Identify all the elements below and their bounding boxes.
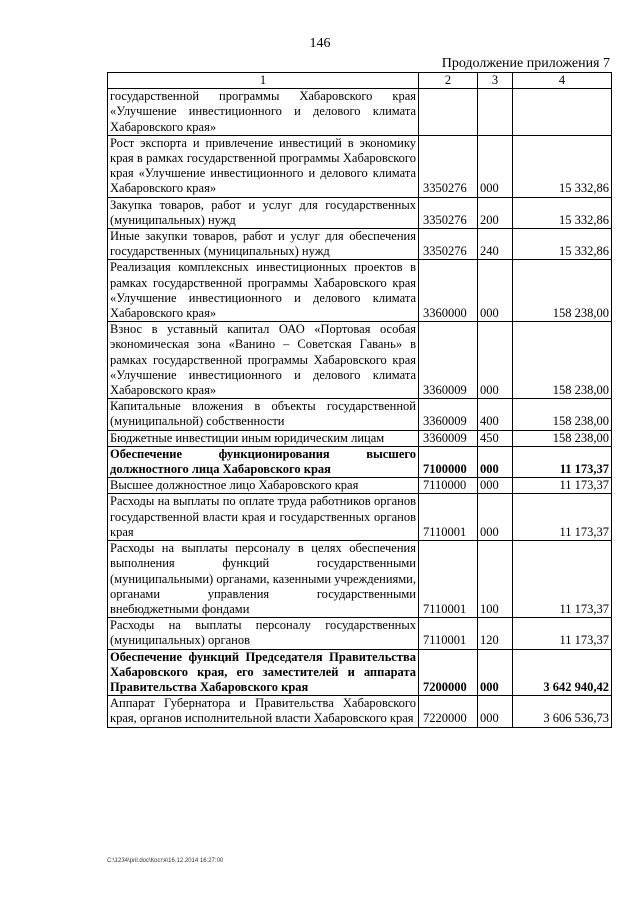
row-name: Капитальные вложения в объекты государственной (муниципальной) собственности xyxy=(108,399,419,430)
row-name: Расходы на выплаты персоналу государственных (муниципальных) органов xyxy=(108,618,419,649)
row-code: 3360009 xyxy=(419,430,478,446)
row-name: Аппарат Губернатора и Правительства Хабаровского края, органов исполнительной власти Хабаровского края xyxy=(108,696,419,727)
header-col-4: 4 xyxy=(513,73,612,89)
row-name: Расходы на выплаты по оплате труда работников органов государственной власти края и государственных органов края xyxy=(108,494,419,541)
row-amount: 11 173,37 xyxy=(513,618,612,649)
row-amount: 158 238,00 xyxy=(513,322,612,399)
table-row xyxy=(108,399,612,430)
header-col-2: 2 xyxy=(419,73,478,89)
row-name: Бюджетные инвестиции иным юридическим лицам xyxy=(108,430,419,446)
row-name: Иные закупки товаров, работ и услуг для обеспечения государственных (муниципальных) нужд xyxy=(108,229,419,260)
row-type: 000 xyxy=(478,494,513,541)
row-amount: 15 332,86 xyxy=(513,135,612,197)
budget-table xyxy=(107,72,612,728)
row-type: 450 xyxy=(478,430,513,446)
row-code: 3360000 xyxy=(419,260,478,322)
row-code: 7200000 xyxy=(419,649,478,696)
row-code: 3350276 xyxy=(419,229,478,260)
row-amount: 15 332,86 xyxy=(513,197,612,228)
table-row xyxy=(108,446,612,477)
row-type: 000 xyxy=(478,135,513,197)
row-type xyxy=(478,89,513,136)
row-type: 000 xyxy=(478,696,513,727)
row-type: 000 xyxy=(478,260,513,322)
row-type: 000 xyxy=(478,649,513,696)
row-code: 7100000 xyxy=(419,446,478,477)
row-name: Закупка товаров, работ и услуг для государственных (муниципальных) нужд xyxy=(108,197,419,228)
table-row xyxy=(108,649,612,696)
header-row xyxy=(108,73,612,89)
row-code: 7110001 xyxy=(419,618,478,649)
row-code: 7110001 xyxy=(419,541,478,618)
row-code: 7110000 xyxy=(419,478,478,494)
row-code: 7220000 xyxy=(419,696,478,727)
row-name: Рост экспорта и привлечение инвестиций в экономику края в рамках государственной программы Хабаровского края «Улучшение инвестиционного и делового климата Хабаровского края» xyxy=(108,135,419,197)
table-row xyxy=(108,260,612,322)
row-name: Высшее должностное лицо Хабаровского края xyxy=(108,478,419,494)
table-row xyxy=(108,696,612,727)
continuation-label: Продолжение приложения 7 xyxy=(441,56,610,71)
row-name: Обеспечение функций Председателя Правительства Хабаровского края, его заместителей и аппарата Правительства Хабаровского края xyxy=(108,649,419,696)
table-row xyxy=(108,618,612,649)
row-amount: 11 173,37 xyxy=(513,478,612,494)
row-name: Взнос в уставный капитал ОАО «Портовая особая экономическая зона «Ванино – Советская Гавань» в рамках государственной программы Хабаровского края «Улучшение инвестиционного и делового климата Хабаровского края» xyxy=(108,322,419,399)
row-amount: 11 173,37 xyxy=(513,494,612,541)
row-code: 3360009 xyxy=(419,322,478,399)
row-code: 7110001 xyxy=(419,494,478,541)
row-type: 000 xyxy=(478,322,513,399)
row-name: Реализация комплексных инвестиционных проектов в рамках государственной программы Хабаровского края «Улучшение инвестиционного и делового климата Хабаровского края» xyxy=(108,260,419,322)
table-row xyxy=(108,430,612,446)
row-code: 3350276 xyxy=(419,135,478,197)
row-amount: 158 238,00 xyxy=(513,430,612,446)
row-type: 200 xyxy=(478,197,513,228)
row-amount: 158 238,00 xyxy=(513,399,612,430)
header-col-1: 1 xyxy=(108,73,419,89)
table-row xyxy=(108,494,612,541)
row-amount: 3 642 940,42 xyxy=(513,649,612,696)
row-amount: 15 332,86 xyxy=(513,229,612,260)
row-amount: 3 606 536,73 xyxy=(513,696,612,727)
table-row xyxy=(108,135,612,197)
row-name: Расходы на выплаты персоналу в целях обеспечения выполнения функций государственными (муниципальными) органами, казенными учреждениями, органами управления государственными внебюджетными фондами xyxy=(108,541,419,618)
table-row xyxy=(108,322,612,399)
table-row xyxy=(108,541,612,618)
table-row xyxy=(108,197,612,228)
row-type: 000 xyxy=(478,446,513,477)
row-amount: 11 173,37 xyxy=(513,446,612,477)
table-row xyxy=(108,229,612,260)
row-amount xyxy=(513,89,612,136)
row-code: 3350276 xyxy=(419,197,478,228)
row-type: 100 xyxy=(478,541,513,618)
row-type: 120 xyxy=(478,618,513,649)
row-amount: 11 173,37 xyxy=(513,541,612,618)
row-name: государственной программы Хабаровского края «Улучшение инвестиционного и делового климата Хабаровского края» xyxy=(108,89,419,136)
table-row xyxy=(108,89,612,136)
header-col-3: 3 xyxy=(478,73,513,89)
file-path-footer: C:\1234\pril.doc\Костя\16.12.2014 16:27:00 xyxy=(107,858,224,864)
row-type: 240 xyxy=(478,229,513,260)
row-type: 400 xyxy=(478,399,513,430)
row-amount: 158 238,00 xyxy=(513,260,612,322)
row-name: Обеспечение функционирования высшего должностного лица Хабаровского края xyxy=(108,446,419,477)
row-type: 000 xyxy=(478,478,513,494)
row-code xyxy=(419,89,478,136)
table-row xyxy=(108,478,612,494)
page-number: 146 xyxy=(309,36,331,51)
row-code: 3360009 xyxy=(419,399,478,430)
